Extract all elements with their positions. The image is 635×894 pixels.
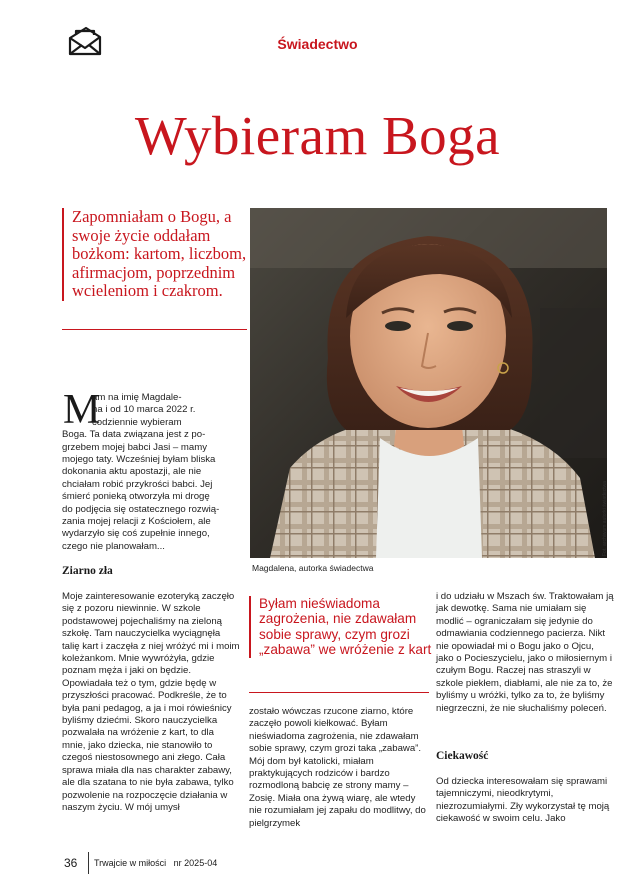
body-column-2: zostało wówczas rzucone ziarno, które zaczęło powoli kiełkować. Byłam nieświadoma zagrożenia, nie zdawałam sobie sprawy, czym grozi taka „zabawa”. Mój dom był katolicki, miałam praktykujących rodziców i bardzo rozmodloną babcię ze strony mamy – Zosię. Miała ona żywą wiarę, ale wtedy nie rozumiałam jej zapału do modlitwy, do pielgrzymek [249,706,426,829]
intro-line: na i od 10 marca 2022 r. [92,404,196,416]
body-column-3-cont: Od dziecka interesowałam się sprawami tajemniczymi, nieodkrytymi, niezrozumiałymi. Zły wykorzystał tę moją ciekawość w swoim celu. Jako [436,776,610,825]
pull-quote: Byłam nieświadoma zagrożenia, nie zdawałam sobie sprawy, czym grozi „zabawa” we wróżenie z kart [249,596,437,658]
intro-line: czego nie planowałam... [62,540,165,552]
body-column-1: Moje zainteresowanie ezoteryką zaczęło się z pozoru niewinnie. W szkole podstawowej pojechaliśmy na zieloną szkołę. Tam nauczycielka wyciągnęła talię kart i zaczęła z niej wróżyć mi i moim koleżankom. Mnie wywróżyła, gdzie poznam męża i jaki on będzie. Opowiadała też o tym, gdzie będę w przyszłości pracować. Podkreśle, że to była pani pedagog, a ja i moi rówieśnicy byliśmy dziećmi. Skoro nauczycielka pozwalała na wróżenie z kart, to dla mnie, jako dziecka, nie stanowiło to czegoś niestosownego ani złego. Cała sprawa miała dla nas charakter zabawy, ale dla szatana to nie była zabawa, tylko pozwolenie na rozpoczęcie działania w naszym życiu. W mój umysł [62,591,240,813]
intro-line: codziennie wybieram [92,416,182,428]
magazine-issue: Trwajcie w miłości nr 2025-04 [94,858,218,868]
lead-paragraph: Zapomniałam o Bogu, a swoje życie oddałam bożkom: kartom, liczbom, afirmacjom, poprzednim wcieleniom i czakrom. [62,208,248,301]
footer-divider [88,852,89,874]
photo-credit: Fot. archiwum autorki świadectwa [602,480,608,556]
section-label: Świadectwo [277,36,358,52]
portrait-photo [250,208,607,558]
section-heading-ciekawosc: Ciekawość [436,750,489,762]
article-title: Wybieram Boga [134,105,501,166]
intro-line: zania mojej relacji z Kościołem, ale [62,516,211,528]
intro-line: śmierć ponieką otworzyła mi drogę [62,491,210,503]
drop-cap: M [63,387,101,433]
lead-divider [62,329,247,330]
body-column-3: i do udziału w Mszach św. Traktowałam ją jak dewotkę. Sama nie umiałam się modlić – ograniczałam się jedynie do odmawiania codziennego pacierza. Nikt nie opowiadał mi o Bogu jako o Ojcu, jako o Pocieszycielu, jako o miłosiernym i czułym Bogu. Raczej nas straszyli w szkole piekłem, diabłami, ale nie za to, że byliśmy u wróżki, tylko za to, że byliśmy niegrzeczni, że nie słuchaliśmy poleceń. [436,591,614,714]
intro-line: grzebem mojej babci Jasi – mamy [62,441,208,453]
intro-line: dokonania aktu apostazji, ale nie [62,466,202,478]
intro-paragraph [62,387,240,553]
page-number: 36 [64,856,78,870]
section-heading-ziarno: Ziarno zła [62,565,113,577]
intro-line: am na imię Magdale- [92,392,182,403]
intro-line: do podjęcia się ostatecznego rozwią- [62,503,220,515]
photo-caption: Magdalena, autorka świadectwa [252,563,374,573]
pull-quote-divider [249,692,429,693]
intro-line: mojego taty. Wcześniej byłam bliska [62,454,216,466]
intro-line: wydarzyło się coś zupełnie innego, [62,528,210,540]
intro-line: chciałam robić przykrości babci. Jej [62,478,213,490]
intro-line: Boga. Ta data związana jest z po- [62,429,206,441]
